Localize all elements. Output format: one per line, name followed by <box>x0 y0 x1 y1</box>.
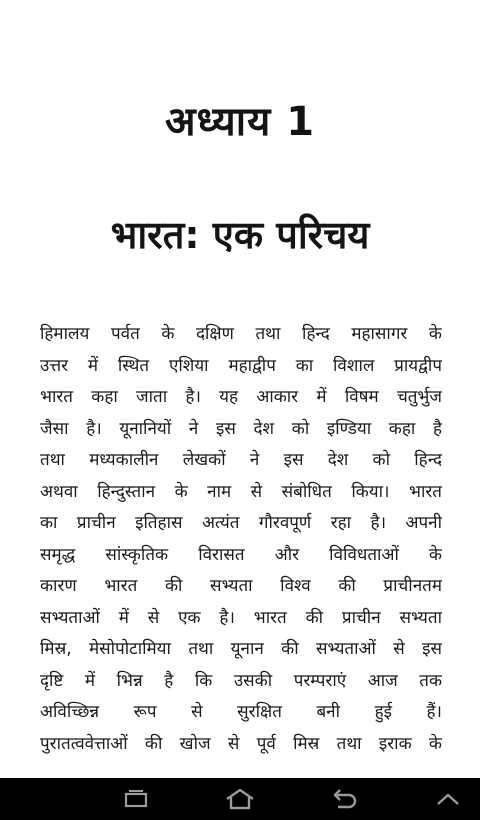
body-line: कारण भारत की सभ्यता विश्व की प्राचीनतम <box>40 576 442 596</box>
home-button[interactable] <box>210 778 270 820</box>
android-navigation-bar <box>0 778 480 820</box>
body-line: अविच्छिन्न रूप से सुरक्षित बनी हुई हैं। <box>40 702 442 722</box>
body-line: मिस्र, मेसोपोटामिया तथा यूनान की सभ्यताओं से इस <box>40 639 442 659</box>
body-line: हिमालय पर्वत के दक्षिण तथा हिन्द महासागर के <box>40 324 442 344</box>
body-line: सभ्यताओं में से एक है। भारत की प्राचीन सभ्यता <box>40 607 442 628</box>
chapter-title: भारत: एक परिचय <box>110 213 370 257</box>
recent-apps-icon <box>121 788 151 810</box>
chapter-number: अध्याय 1 <box>164 99 316 145</box>
back-icon <box>328 787 360 811</box>
recent-apps-button[interactable] <box>106 778 166 820</box>
body-line: दृष्टि में भिन्न है कि उसकी परम्पराएं आज तक <box>40 670 442 691</box>
chapter-body <box>40 319 442 760</box>
chevron-up-button[interactable] <box>418 778 478 820</box>
body-line: उत्तर में स्थित एशिया महाद्वीप का विशाल प्रायद्वीप <box>40 355 442 376</box>
body-line: जैसा है। यूनानियों ने इस देश को इण्डिया कहा है <box>40 418 442 439</box>
body-line: पुरातत्ववेत्ताओं की खोज से पूर्व मिस्र तथा इराक के <box>40 733 442 754</box>
chevron-up-icon <box>434 789 462 809</box>
body-line: अथवा हिन्दुस्तान के नाम से संबोधित किया। भारत <box>40 481 442 502</box>
home-icon <box>223 787 257 811</box>
back-button[interactable] <box>314 778 374 820</box>
body-line: का प्राचीन इतिहास अत्यंत गौरवपूर्ण रहा है। अपनी <box>40 513 442 533</box>
body-line: समृद्ध सांस्कृतिक विरासत और विविधताओं के <box>40 544 442 565</box>
body-line: भारत कहा जाता है। यह आकार में विषम चतुर्भुज <box>40 387 442 407</box>
body-line: तथा मध्यकालीन लेखकों ने इस देश को हिन्द <box>40 450 442 470</box>
